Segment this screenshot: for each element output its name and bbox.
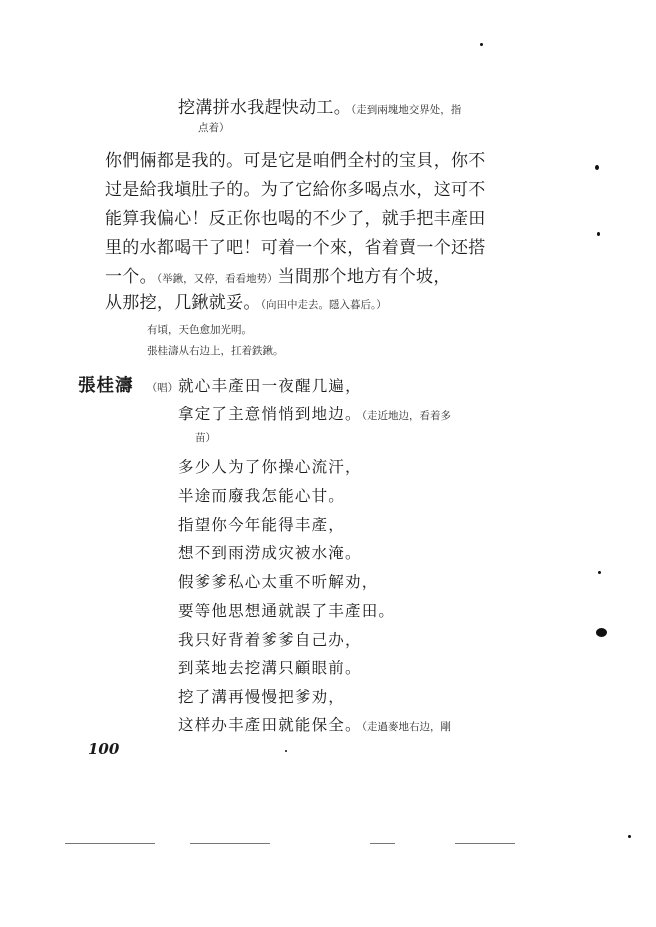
stage-note: （向田中走去。隱入暮后。） [260, 299, 387, 311]
dialogue-line-7 [105, 288, 387, 313]
dialogue-text: 一个。 [105, 267, 157, 287]
song-line-3: 半途而廢我怎能心甘。 [178, 487, 346, 505]
dialogue-line-4: 能算我偏心！反正你也喝的不少了，就手把丰產田 [105, 209, 486, 229]
dialogue-line-3: 过是給我塡肚子的。为了它給你多喝点水，这可不 [105, 180, 486, 200]
scan-speck [598, 571, 601, 574]
dialogue-line-5: 里的水都喝干了吧！可着一个來，省着賣一个还搭 [105, 238, 486, 258]
song-line-2: 多少人为了你操心流汗， [178, 458, 362, 476]
song-line-6: 假爹爹私心太重不听解劝， [178, 573, 379, 591]
page-number: 100 [88, 740, 120, 758]
dialogue-text: 从那挖，几鍬就妥。 [105, 293, 261, 313]
scan-bleed-line [65, 843, 155, 844]
dialogue-line-2: 你們倆都是我的。可是它是咱們全村的宝貝，你不 [105, 151, 486, 171]
song-line-1 [178, 402, 451, 424]
song-line-10: 挖了溝再慢慢把爹劝， [178, 688, 346, 706]
stage-note: （走近地边，看着多 [361, 410, 451, 422]
stage-note: （走到兩塊地交界处，指 [351, 104, 462, 116]
scan-bleed-line [455, 843, 515, 844]
song-line-9: 到菜地去挖溝只顧眼前。 [178, 659, 362, 677]
song-line-11 [178, 713, 451, 735]
stage-note: （走過麥地右边，剛 [361, 721, 451, 733]
song-line-4: 指望你今年能得丰產， [178, 516, 346, 534]
scan-speck [595, 165, 599, 170]
stage-direction-1: 有頃，天色愈加光明。 [147, 324, 252, 336]
speaker-cue: （唱） [146, 382, 179, 394]
stage-note-continued: 苗） [195, 432, 216, 444]
scan-speck [285, 750, 287, 752]
stage-direction-2: 張桂濤从右边上，扛着鉄鍬。 [147, 345, 284, 357]
dialogue-text: 挖溝拼水我趕快动工。 [178, 98, 351, 118]
song-text: 拿定了主意悄悄到地边。 [178, 405, 362, 423]
ink-blot [596, 628, 607, 637]
scan-speck [628, 835, 631, 838]
scan-bleed-line [190, 843, 270, 844]
speaker-line [78, 372, 362, 397]
dialogue-text-tail: 当間那个地方有个坡， [277, 267, 451, 287]
scan-speck [480, 43, 483, 46]
scan-bleed-line [370, 843, 395, 844]
stage-note: （举鍬，又停，看看地势） [156, 273, 278, 285]
dialogue-line-6 [105, 262, 451, 287]
song-line-7: 要等他思想通就誤了丰產田。 [178, 602, 396, 620]
song-line-8: 我只好背着爹爹自己办， [178, 631, 362, 649]
stage-note-continued: 点着） [198, 122, 230, 134]
song-first-line: 就心丰產田一夜醒几遍， [178, 377, 362, 395]
song-text: 这样办丰產田就能保全。 [178, 716, 362, 734]
speaker-name: 張桂濤 [78, 376, 134, 396]
song-line-5: 想不到雨涝成灾被水淹。 [178, 544, 362, 562]
scan-speck [597, 232, 600, 236]
dialogue-line-1 [178, 93, 461, 118]
